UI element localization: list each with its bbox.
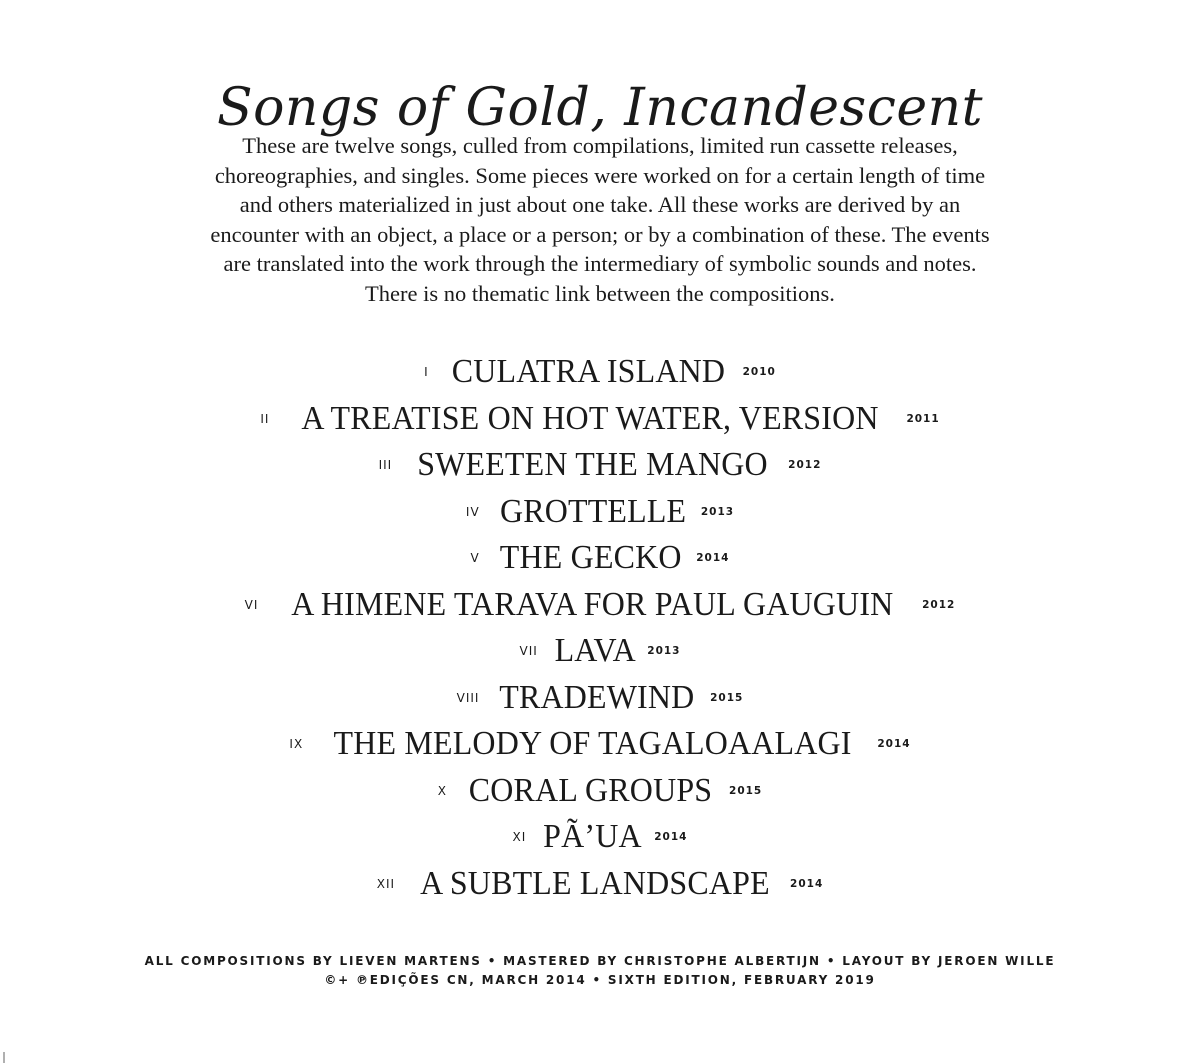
track-year: 2010 [742,366,776,379]
track-row [0,349,1200,396]
track-year: 2014 [790,877,824,890]
track-row [0,768,1200,815]
track-year: 2014 [696,552,730,565]
track-row [0,396,1200,443]
track-year: 2015 [729,784,763,797]
track-title: A TREATISE ON HOT WATER, VERSION [301,399,880,437]
credits [0,952,1200,990]
track-number: III [378,458,393,473]
track-title: A HIMENE TARAVA FOR PAUL GAUGUIN [291,585,894,623]
track-year: 2014 [654,831,688,844]
track-number: XII [376,876,396,891]
track-title: GROTTELLE [499,492,686,530]
copyright-line: ©+ ℗EDIÇÕES CN, MARCH 2014 • SIXTH EDITION, FEBRUARY 2019 [324,973,876,987]
intro-line: are translated into the work through the intermediary of symbolic sounds and notes. [223,251,977,276]
intro-line: These are twelve songs, culled from compilations, limited run cassette releases, [242,133,958,158]
track-year: 2012 [922,598,956,611]
track-title: PÃ’UA [543,818,643,856]
track-row [0,814,1200,861]
track-number: II [260,411,270,426]
track-row [0,628,1200,675]
track-number: I [424,365,429,380]
track-number: VIII [456,690,480,705]
track-number: IX [289,737,304,752]
track-year: 2013 [700,505,735,518]
track-row [0,582,1200,629]
track-row [0,489,1200,536]
intro-line: encounter with an object, a place or a person; or by a combination of these. The events [210,221,990,247]
intro-line: and others materialized in just about one take. All these works are derived by an [239,192,961,217]
track-title: THE MELODY OF TAGALOAALAGI [333,725,852,763]
track-row [0,442,1200,489]
track-title: A SUBTLE LANDSCAPE [420,864,770,902]
track-number: IV [465,504,480,519]
track-year: 2014 [877,738,911,751]
track-number: V [470,551,480,566]
tracklist [0,349,1200,907]
track-year: 2011 [906,412,940,425]
intro-line: choreographies, and singles. Some pieces were worked on for a certain length of time [214,162,986,188]
track-row [0,721,1200,768]
crop-mark [3,1052,5,1063]
album-title: Songs of Gold, Incandescent [216,77,983,138]
track-number: VII [519,644,538,659]
track-title: CORAL GROUPS [468,771,713,809]
track-number: X [437,783,447,798]
intro-paragraph [150,131,1050,308]
track-year: 2012 [788,459,822,472]
track-year: 2013 [647,645,681,658]
track-title: CULATRA ISLAND [451,353,725,391]
track-year: 2015 [710,691,744,704]
track-title: TRADEWIND [499,678,695,716]
track-number: XI [512,830,527,845]
track-title: LAVA [554,632,636,670]
track-row [0,861,1200,908]
intro-line: There is no thematic link between the compositions. [365,280,835,306]
track-title: THE GECKO [499,539,682,577]
track-title: SWEETEN THE MANGO [417,446,768,484]
credits-line: ALL COMPOSITIONS BY LIEVEN MARTENS • MASTERED BY CHRISTOPHE ALBERTIJN • LAYOUT BY JEROEN WILLE [144,954,1056,968]
track-row [0,535,1200,582]
track-row [0,675,1200,722]
track-number: VI [244,597,259,612]
